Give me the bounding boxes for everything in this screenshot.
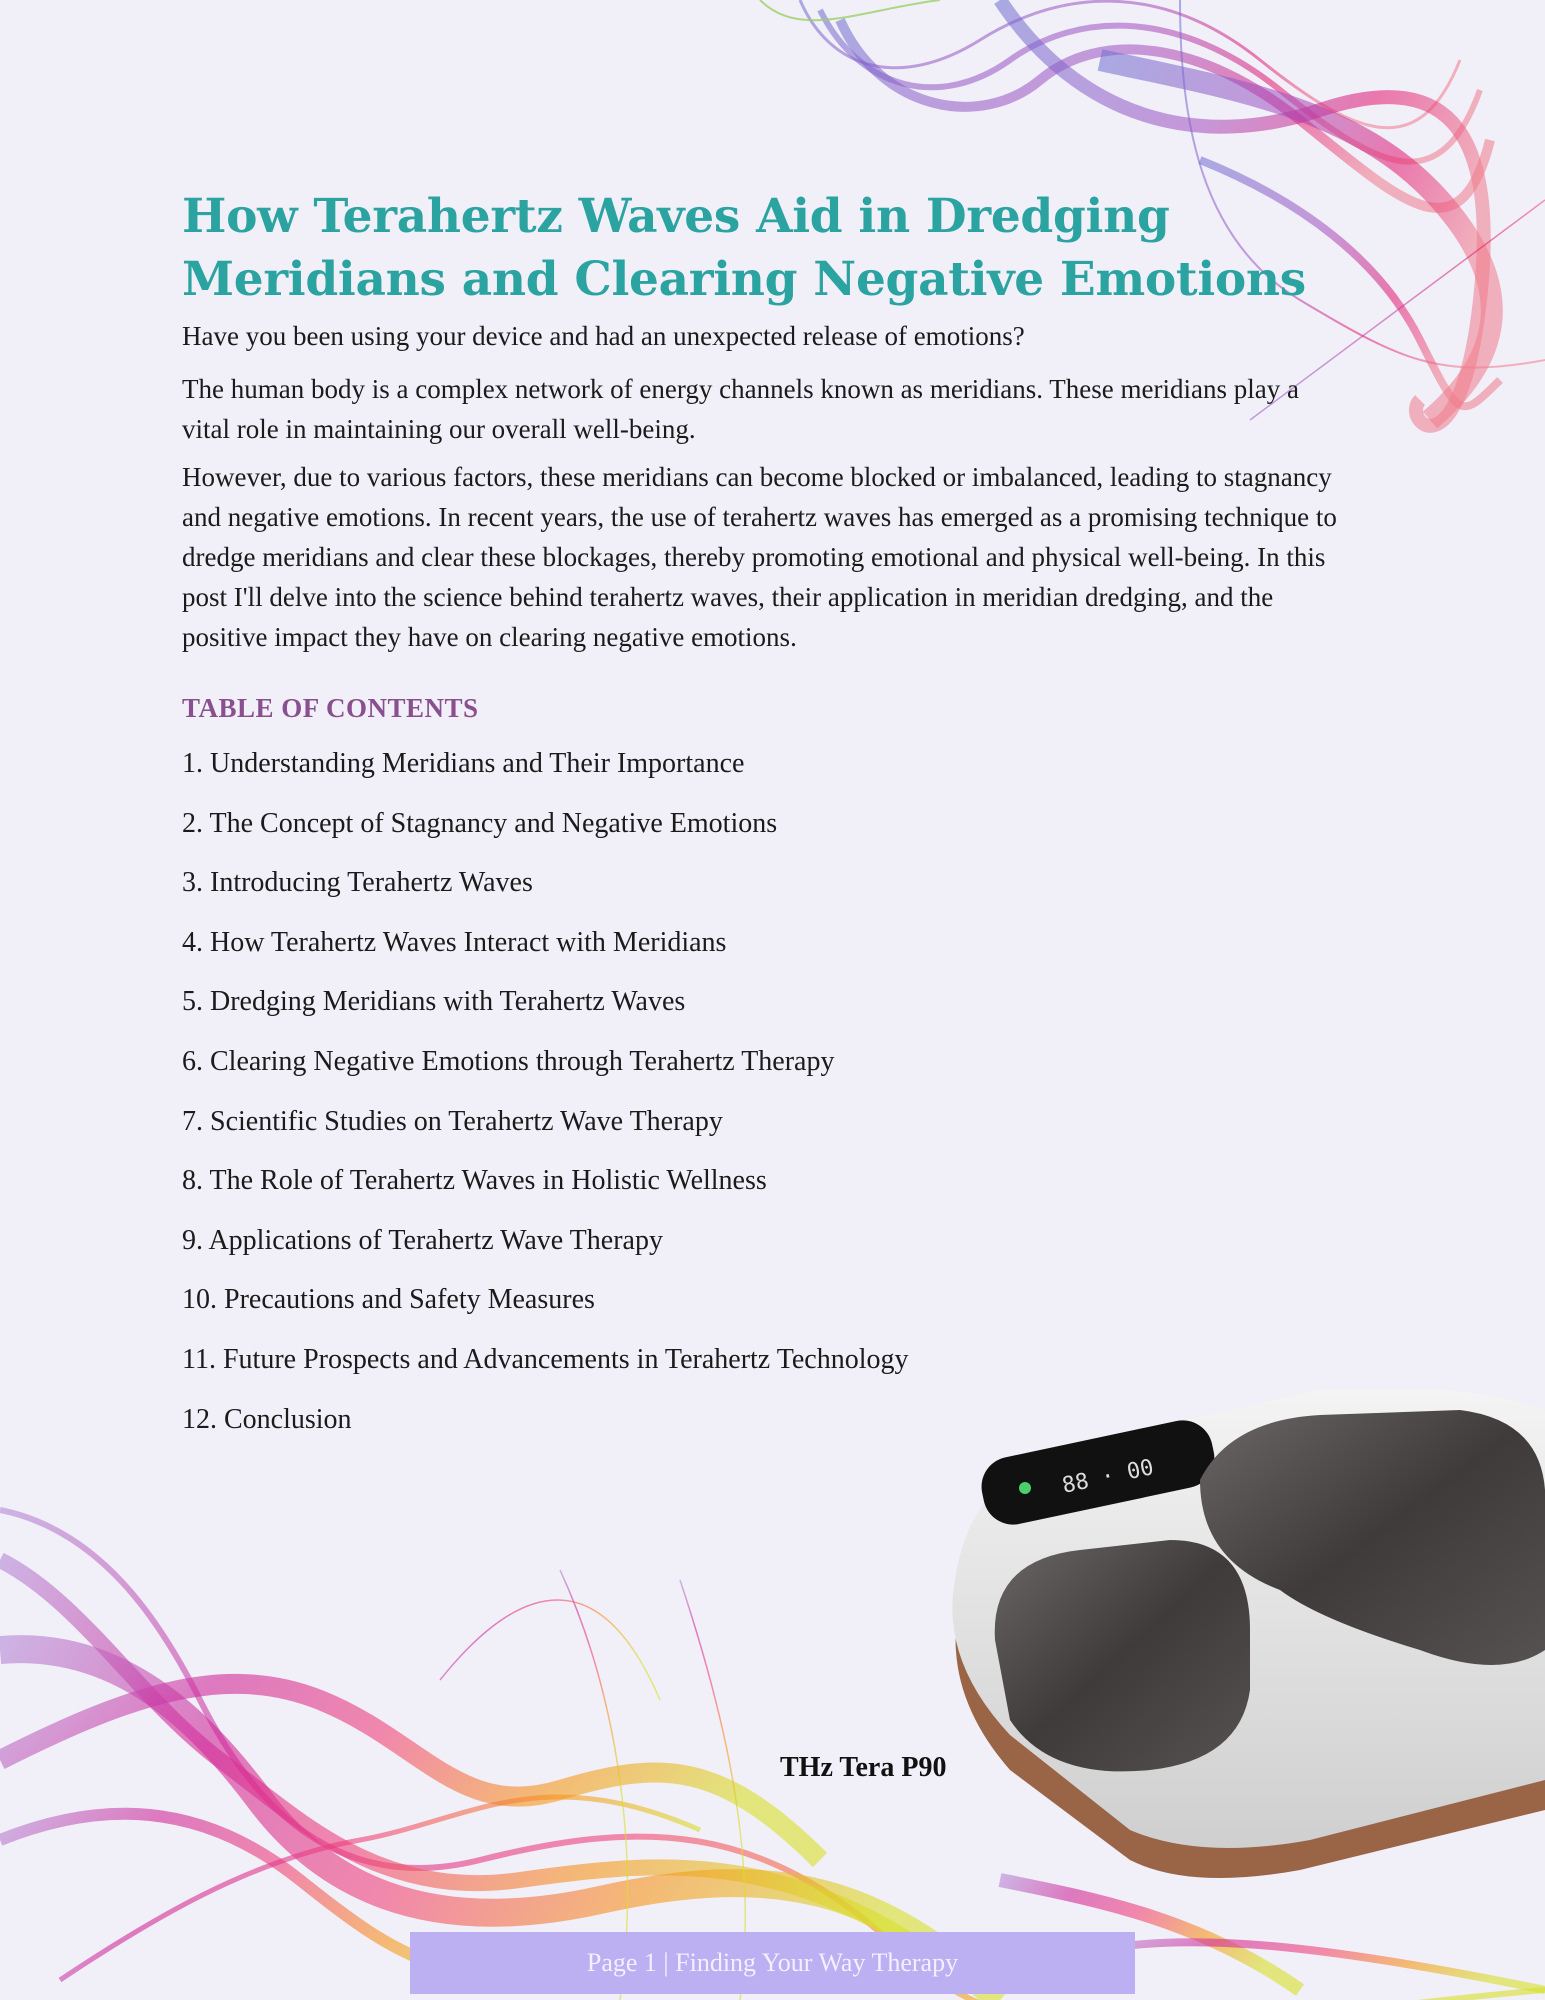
toc-item[interactable]: 4. How Terahertz Waves Interact with Meridians [182,926,727,958]
svg-text:88 · 00: 88 · 00 [1060,1455,1156,1499]
intro-paragraph-1: The human body is a complex network of energy channels known as meridians. These meridians play a vital role in maintaining our overall well-being. [182,374,1299,444]
product-caption: THz Tera P90 [780,1752,947,1783]
toc-item[interactable]: 2. The Concept of Stagnancy and Negative Emotions [182,807,778,839]
page-title: How Terahertz Waves Aid in Dredging Meridians and Clearing Negative Emotions [182,189,1306,307]
toc-item[interactable]: 1. Understanding Meridians and Their Importance [182,748,745,779]
toc-item[interactable]: 12. Conclusion [182,1403,352,1435]
toc-item[interactable]: 7. Scientific Studies on Terahertz Wave Therapy [182,1105,723,1137]
page-footer: Page 1 | Finding Your Way Therapy [410,1932,1135,1994]
toc-item[interactable]: 9. Applications of Terahertz Wave Therapy [182,1224,663,1256]
toc-item[interactable]: 10. Precautions and Safety Measures [182,1284,595,1316]
lead-question: Have you been using your device and had an unexpected release of emotions? [182,321,1025,351]
toc-item[interactable]: 8. The Role of Terahertz Waves in Holistic Wellness [182,1165,767,1197]
toc-item[interactable]: 5. Dredging Meridians with Terahertz Waves [182,986,686,1018]
foot-massager-device-image [900,1390,1545,1890]
toc-item[interactable]: 11. Future Prospects and Advancements in Terahertz Technology [182,1343,909,1375]
toc-item[interactable]: 3. Introducing Terahertz Waves [182,867,533,899]
toc-heading: TABLE OF CONTENTS [182,693,479,723]
toc-item[interactable]: 6. Clearing Negative Emotions through Terahertz Therapy [182,1045,835,1077]
table-of-contents [182,744,1342,1459]
article [182,185,1342,1459]
intro-paragraph-2: However, due to various factors, these meridians can become blocked or imbalanced, leading to stagnancy and negative emotions. In recent years, the use of terahertz waves has emerged as a promising technique to dredge meridians and clear these blockages, thereby promoting emotional and physical well-being. In this post I'll delve into the science behind terahertz waves, their application in meridian dredging, and the positive impact they have on clearing negative emotions. [182,462,1337,652]
